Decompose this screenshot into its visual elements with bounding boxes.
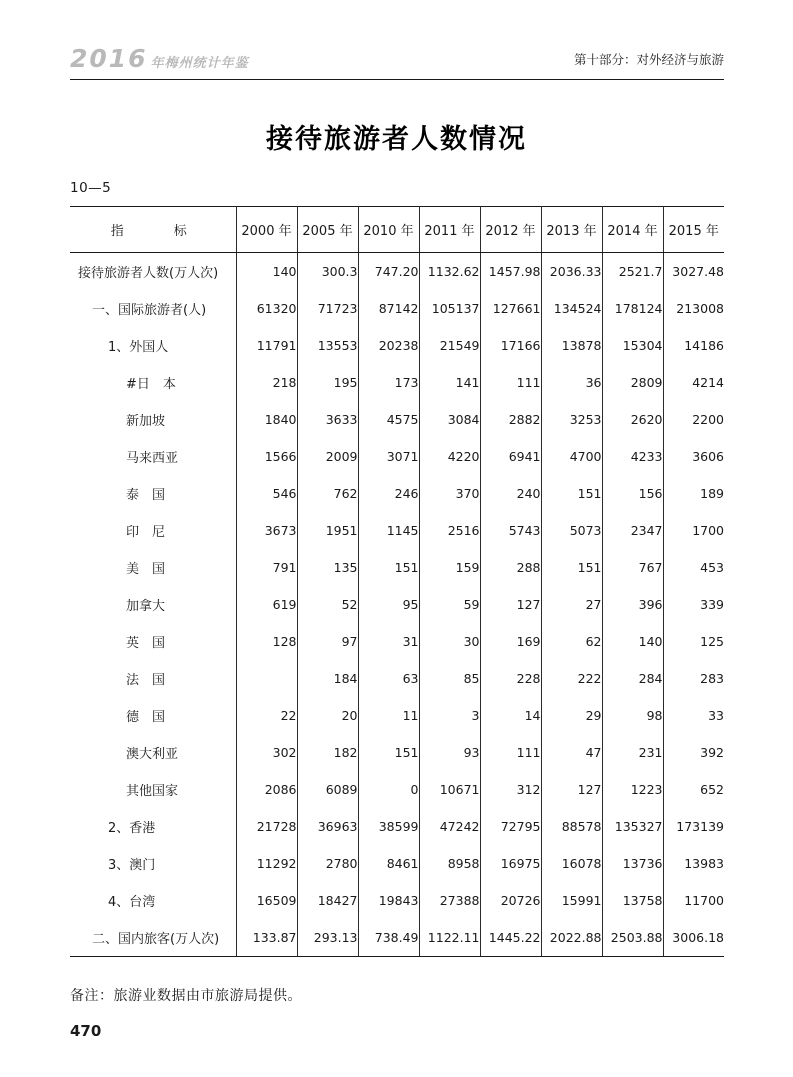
data-cell: 62 bbox=[541, 623, 602, 660]
row-label-cell bbox=[70, 808, 236, 845]
data-cell: 2036.33 bbox=[541, 253, 602, 291]
data-cell: 14 bbox=[480, 697, 541, 734]
table-row bbox=[70, 401, 724, 438]
data-cell: 2882 bbox=[480, 401, 541, 438]
column-header-2000: 2000 年 bbox=[236, 207, 297, 253]
data-cell: 19843 bbox=[358, 882, 419, 919]
statistics-table-container bbox=[70, 206, 724, 957]
data-cell: 3006.18 bbox=[663, 919, 724, 957]
data-cell: 63 bbox=[358, 660, 419, 697]
data-cell: 111 bbox=[480, 734, 541, 771]
data-cell: 14186 bbox=[663, 327, 724, 364]
data-cell: 3027.48 bbox=[663, 253, 724, 291]
data-cell: 95 bbox=[358, 586, 419, 623]
table-header-row bbox=[70, 207, 724, 253]
data-cell: 246 bbox=[358, 475, 419, 512]
data-cell: 2347 bbox=[602, 512, 663, 549]
table-row bbox=[70, 734, 724, 771]
data-cell: 2086 bbox=[236, 771, 297, 808]
data-cell: 1840 bbox=[236, 401, 297, 438]
data-cell: 396 bbox=[602, 586, 663, 623]
logo-text: 年梅州统计年鉴 bbox=[150, 56, 249, 71]
data-cell: 47242 bbox=[419, 808, 480, 845]
data-cell: 228 bbox=[480, 660, 541, 697]
column-header-indicator: 指 标 bbox=[70, 207, 236, 253]
data-cell: 47 bbox=[541, 734, 602, 771]
data-cell: 33 bbox=[663, 697, 724, 734]
table-row bbox=[70, 512, 724, 549]
data-cell: 61320 bbox=[236, 290, 297, 327]
row-label: 4、台湾 bbox=[108, 895, 156, 910]
data-cell: 2516 bbox=[419, 512, 480, 549]
data-cell: 127661 bbox=[480, 290, 541, 327]
table-row bbox=[70, 586, 724, 623]
data-cell: 105137 bbox=[419, 290, 480, 327]
table-row bbox=[70, 253, 724, 291]
data-cell: 20238 bbox=[358, 327, 419, 364]
table-row bbox=[70, 549, 724, 586]
data-cell: 17166 bbox=[480, 327, 541, 364]
data-cell: 1445.22 bbox=[480, 919, 541, 957]
table-row bbox=[70, 623, 724, 660]
table-row bbox=[70, 845, 724, 882]
data-cell: 140 bbox=[236, 253, 297, 291]
data-cell: 213008 bbox=[663, 290, 724, 327]
data-cell: 2809 bbox=[602, 364, 663, 401]
data-cell: 31 bbox=[358, 623, 419, 660]
column-header-2015: 2015 年 bbox=[663, 207, 724, 253]
data-cell: 302 bbox=[236, 734, 297, 771]
data-cell: 218 bbox=[236, 364, 297, 401]
data-cell: 128 bbox=[236, 623, 297, 660]
data-cell: 2780 bbox=[297, 845, 358, 882]
data-cell: 13736 bbox=[602, 845, 663, 882]
data-cell: 20726 bbox=[480, 882, 541, 919]
data-cell: 8461 bbox=[358, 845, 419, 882]
row-label: 印 尼 bbox=[126, 525, 166, 540]
data-cell: 392 bbox=[663, 734, 724, 771]
logo-year: 2016 bbox=[70, 44, 148, 73]
data-cell: 151 bbox=[541, 475, 602, 512]
data-cell: 182 bbox=[297, 734, 358, 771]
table-row bbox=[70, 808, 724, 845]
row-label: 一、国际旅游者(人) bbox=[92, 303, 207, 318]
data-cell: 189 bbox=[663, 475, 724, 512]
data-cell: 300.3 bbox=[297, 253, 358, 291]
data-cell: 2521.7 bbox=[602, 253, 663, 291]
data-cell: 21728 bbox=[236, 808, 297, 845]
data-cell: 38599 bbox=[358, 808, 419, 845]
data-cell: 127 bbox=[541, 771, 602, 808]
data-cell: 6941 bbox=[480, 438, 541, 475]
row-label: 美 国 bbox=[126, 562, 166, 577]
data-cell: 4220 bbox=[419, 438, 480, 475]
data-cell: 1457.98 bbox=[480, 253, 541, 291]
row-label-cell bbox=[70, 882, 236, 919]
data-cell: 98 bbox=[602, 697, 663, 734]
table-row bbox=[70, 771, 724, 808]
data-cell: 36 bbox=[541, 364, 602, 401]
data-cell: 21549 bbox=[419, 327, 480, 364]
data-cell: 72795 bbox=[480, 808, 541, 845]
data-cell: 97 bbox=[297, 623, 358, 660]
data-cell: 222 bbox=[541, 660, 602, 697]
data-cell: 1951 bbox=[297, 512, 358, 549]
data-cell: 151 bbox=[358, 734, 419, 771]
statistics-table bbox=[70, 206, 724, 957]
row-label: 德 国 bbox=[126, 710, 166, 725]
data-cell: 140 bbox=[602, 623, 663, 660]
data-cell: 1566 bbox=[236, 438, 297, 475]
data-cell: 1700 bbox=[663, 512, 724, 549]
table-row bbox=[70, 475, 724, 512]
data-cell: 370 bbox=[419, 475, 480, 512]
data-cell: 159 bbox=[419, 549, 480, 586]
data-cell: 231 bbox=[602, 734, 663, 771]
data-cell: 3633 bbox=[297, 401, 358, 438]
row-label-cell bbox=[70, 549, 236, 586]
data-cell: 141 bbox=[419, 364, 480, 401]
data-cell: 133.87 bbox=[236, 919, 297, 957]
data-cell: 18427 bbox=[297, 882, 358, 919]
row-label-cell bbox=[70, 438, 236, 475]
data-cell: 13983 bbox=[663, 845, 724, 882]
column-header-2013: 2013 年 bbox=[541, 207, 602, 253]
data-cell: 2200 bbox=[663, 401, 724, 438]
row-label: 澳大利亚 bbox=[126, 747, 179, 762]
header-divider bbox=[70, 79, 724, 80]
table-row bbox=[70, 364, 724, 401]
column-header-2014: 2014 年 bbox=[602, 207, 663, 253]
page-number: 470 bbox=[70, 1022, 102, 1040]
data-cell: 2620 bbox=[602, 401, 663, 438]
data-cell: 151 bbox=[358, 549, 419, 586]
row-label-cell bbox=[70, 512, 236, 549]
data-cell: 36963 bbox=[297, 808, 358, 845]
data-cell: 652 bbox=[663, 771, 724, 808]
column-header-2010: 2010 年 bbox=[358, 207, 419, 253]
data-cell: 125 bbox=[663, 623, 724, 660]
row-label-cell bbox=[70, 475, 236, 512]
row-label: 1、外国人 bbox=[108, 340, 169, 355]
data-cell: 15991 bbox=[541, 882, 602, 919]
data-cell: 3084 bbox=[419, 401, 480, 438]
data-cell: 283 bbox=[663, 660, 724, 697]
data-cell: 135327 bbox=[602, 808, 663, 845]
column-header-2011: 2011 年 bbox=[419, 207, 480, 253]
data-cell: 134524 bbox=[541, 290, 602, 327]
row-label-cell bbox=[70, 290, 236, 327]
table-row bbox=[70, 438, 724, 475]
row-label: 法 国 bbox=[126, 673, 166, 688]
data-cell: 791 bbox=[236, 549, 297, 586]
data-cell: 13553 bbox=[297, 327, 358, 364]
row-label-cell bbox=[70, 401, 236, 438]
data-cell: 11 bbox=[358, 697, 419, 734]
data-cell: 6089 bbox=[297, 771, 358, 808]
row-label: 马来西亚 bbox=[126, 451, 179, 466]
data-cell: 30 bbox=[419, 623, 480, 660]
table-number: 10—5 bbox=[70, 180, 112, 196]
data-cell: 546 bbox=[236, 475, 297, 512]
data-cell: 20 bbox=[297, 697, 358, 734]
data-cell: 16975 bbox=[480, 845, 541, 882]
data-cell: 173139 bbox=[663, 808, 724, 845]
data-cell: 2503.88 bbox=[602, 919, 663, 957]
data-cell: 3071 bbox=[358, 438, 419, 475]
row-label-cell bbox=[70, 253, 236, 291]
row-label-cell bbox=[70, 623, 236, 660]
data-cell: 747.20 bbox=[358, 253, 419, 291]
row-label-cell bbox=[70, 734, 236, 771]
data-cell: 3 bbox=[419, 697, 480, 734]
data-cell: 3606 bbox=[663, 438, 724, 475]
data-cell: 27388 bbox=[419, 882, 480, 919]
row-label: 其他国家 bbox=[126, 784, 179, 799]
data-cell: 111 bbox=[480, 364, 541, 401]
data-cell: 5743 bbox=[480, 512, 541, 549]
data-cell: 293.13 bbox=[297, 919, 358, 957]
data-cell: 184 bbox=[297, 660, 358, 697]
table-row bbox=[70, 882, 724, 919]
data-cell: 453 bbox=[663, 549, 724, 586]
data-cell: 169 bbox=[480, 623, 541, 660]
data-cell: 173 bbox=[358, 364, 419, 401]
data-cell: 284 bbox=[602, 660, 663, 697]
table-note: 备注：旅游业数据由市旅游局提供。 bbox=[70, 988, 302, 1004]
row-label: 加拿大 bbox=[126, 599, 166, 614]
row-label-cell bbox=[70, 919, 236, 957]
data-cell: 10671 bbox=[419, 771, 480, 808]
data-cell: 3253 bbox=[541, 401, 602, 438]
data-cell: 59 bbox=[419, 586, 480, 623]
row-label: 英 国 bbox=[126, 636, 166, 651]
data-cell: 2022.88 bbox=[541, 919, 602, 957]
data-cell: 178124 bbox=[602, 290, 663, 327]
yearbook-logo bbox=[70, 44, 249, 73]
row-label: 泰 国 bbox=[126, 488, 166, 503]
data-cell: 15304 bbox=[602, 327, 663, 364]
data-cell: 1132.62 bbox=[419, 253, 480, 291]
column-header-2005: 2005 年 bbox=[297, 207, 358, 253]
data-cell: 16509 bbox=[236, 882, 297, 919]
data-cell: 288 bbox=[480, 549, 541, 586]
data-cell: 11700 bbox=[663, 882, 724, 919]
data-cell: 151 bbox=[541, 549, 602, 586]
row-label: 接待旅游者人数(万人次) bbox=[78, 266, 219, 281]
data-cell: 135 bbox=[297, 549, 358, 586]
data-cell: 88578 bbox=[541, 808, 602, 845]
data-cell: 1122.11 bbox=[419, 919, 480, 957]
table-row bbox=[70, 697, 724, 734]
data-cell: 11292 bbox=[236, 845, 297, 882]
data-cell: 767 bbox=[602, 549, 663, 586]
column-header-2012: 2012 年 bbox=[480, 207, 541, 253]
table-row bbox=[70, 660, 724, 697]
section-title: 第十部分：对外经济与旅游 bbox=[573, 52, 724, 67]
row-label-cell bbox=[70, 586, 236, 623]
row-label-cell bbox=[70, 771, 236, 808]
table-row bbox=[70, 327, 724, 364]
row-label: 二、国内旅客(万人次) bbox=[92, 932, 220, 947]
data-cell: 87142 bbox=[358, 290, 419, 327]
data-cell: 27 bbox=[541, 586, 602, 623]
row-label-cell bbox=[70, 327, 236, 364]
data-cell: 8958 bbox=[419, 845, 480, 882]
row-label: 新加坡 bbox=[126, 414, 166, 429]
data-cell: 4233 bbox=[602, 438, 663, 475]
data-cell: 4575 bbox=[358, 401, 419, 438]
data-cell: 619 bbox=[236, 586, 297, 623]
data-cell: 71723 bbox=[297, 290, 358, 327]
page-title: 接待旅游者人数情况 bbox=[266, 124, 527, 155]
data-cell: 127 bbox=[480, 586, 541, 623]
data-cell: 29 bbox=[541, 697, 602, 734]
data-cell: 3673 bbox=[236, 512, 297, 549]
data-cell: 5073 bbox=[541, 512, 602, 549]
table-row bbox=[70, 919, 724, 957]
data-cell: 52 bbox=[297, 586, 358, 623]
data-cell: 1223 bbox=[602, 771, 663, 808]
data-cell: 0 bbox=[358, 771, 419, 808]
row-label-cell bbox=[70, 845, 236, 882]
data-cell: 13878 bbox=[541, 327, 602, 364]
data-cell: 339 bbox=[663, 586, 724, 623]
row-label: 2、香港 bbox=[108, 821, 156, 836]
row-label-cell bbox=[70, 697, 236, 734]
table-row bbox=[70, 290, 724, 327]
data-cell: 762 bbox=[297, 475, 358, 512]
data-cell: 2009 bbox=[297, 438, 358, 475]
data-cell: 312 bbox=[480, 771, 541, 808]
row-label: 3、澳门 bbox=[108, 858, 156, 873]
data-cell: 93 bbox=[419, 734, 480, 771]
data-cell: 16078 bbox=[541, 845, 602, 882]
data-cell: 240 bbox=[480, 475, 541, 512]
data-cell: 4214 bbox=[663, 364, 724, 401]
data-cell: 195 bbox=[297, 364, 358, 401]
row-label-cell bbox=[70, 364, 236, 401]
data-cell: 22 bbox=[236, 697, 297, 734]
data-cell: 11791 bbox=[236, 327, 297, 364]
data-cell: 13758 bbox=[602, 882, 663, 919]
data-cell: 156 bbox=[602, 475, 663, 512]
table-body bbox=[70, 253, 724, 957]
data-cell: 4700 bbox=[541, 438, 602, 475]
row-label: #日 本 bbox=[126, 377, 176, 392]
page-header bbox=[70, 44, 724, 78]
data-cell: 85 bbox=[419, 660, 480, 697]
data-cell: 1145 bbox=[358, 512, 419, 549]
row-label-cell bbox=[70, 660, 236, 697]
data-cell: 738.49 bbox=[358, 919, 419, 957]
data-cell bbox=[236, 660, 297, 697]
